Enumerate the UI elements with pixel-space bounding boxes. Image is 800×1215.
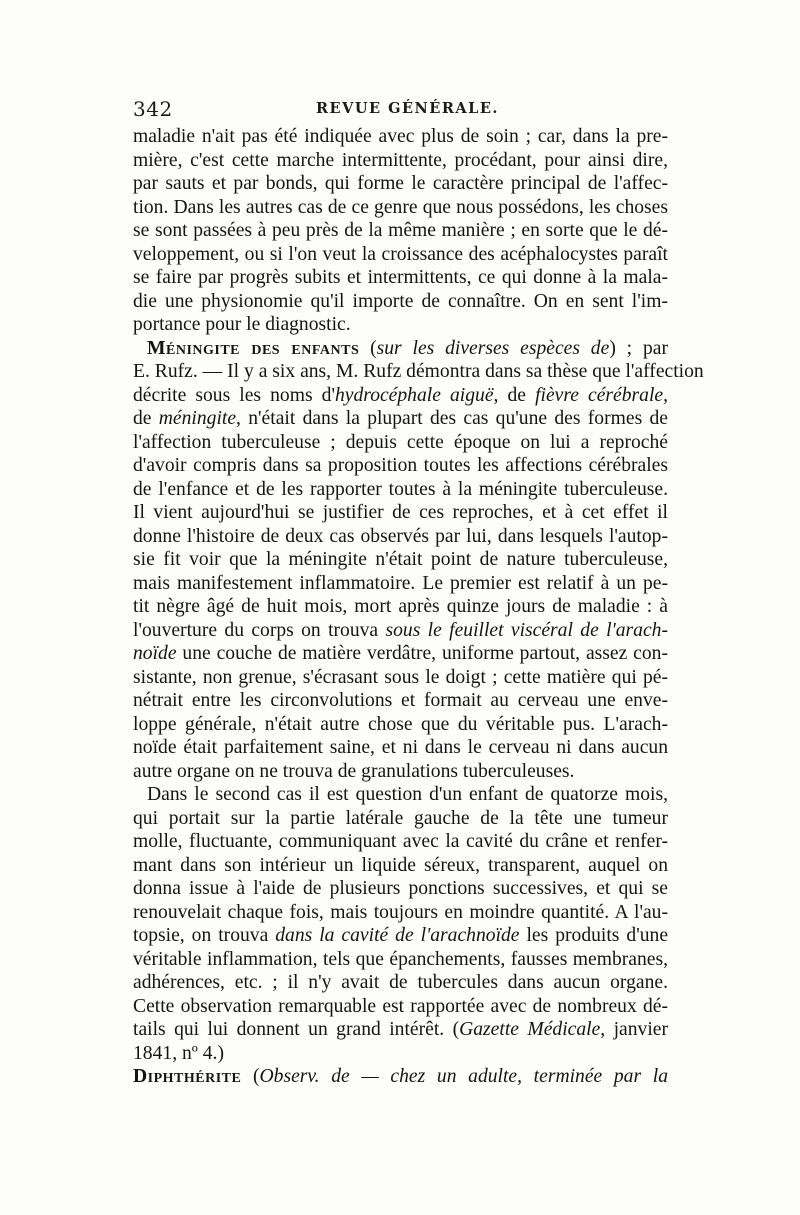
- text-line: [133, 384, 668, 408]
- text-line: tion. Dans les autres cas de ce genre que nous possédons, les choses: [133, 196, 668, 218]
- italic-span: Observ. de — chez un adulte, terminée par la: [259, 1066, 668, 1087]
- text-line: die une physionomie qu'il importe de connaître. On en sent l'im-: [133, 290, 668, 312]
- section-heading: Méningite des enfants: [147, 337, 360, 359]
- text-line: [133, 619, 668, 643]
- text-line: se sont passées à peu près de la même manière ; en sorte que le dé-: [133, 220, 668, 241]
- body-text: [133, 125, 704, 1089]
- text-line: Cette observation remarquable est rapportée avec de nombreux dé-: [133, 995, 668, 1017]
- text-line: [133, 1018, 668, 1042]
- text-line: mière, c'est cette marche intermittente, procédant, pour ainsi dire,: [133, 149, 668, 171]
- text-span: (: [359, 337, 377, 359]
- text-span: , janvier: [600, 1019, 668, 1040]
- text-line: 1841, nº 4.): [133, 1042, 224, 1064]
- text-line: E. Rufz. — Il y a six ans, M. Rufz démontra dans sa thèse que l'affection: [133, 361, 704, 382]
- text-line: nétrait entre les circonvolutions et formait au cerveau une enve-: [133, 690, 668, 711]
- text-line: autre organe on ne trouva de granulations tuberculeuses.: [133, 760, 575, 782]
- page-number: 342: [133, 97, 173, 121]
- text-line: se faire par progrès subits et intermittents, ce qui donne à la mala-: [133, 267, 668, 288]
- text-line: donna issue à l'aide de plusieurs ponctions successives, et qui se: [133, 878, 668, 899]
- text-line: [133, 642, 668, 666]
- text-line: veloppement, ou si l'on veut la croissance des acéphalocystes paraît: [133, 243, 668, 265]
- text-line: Il vient aujourd'hui se justifier de ces reproches, et à cet effet il: [133, 502, 668, 523]
- text-line: tit nègre âgé de huit mois, mort après quinze jours de maladie : à: [133, 596, 668, 617]
- text-line: par sauts et par bonds, qui forme le caractère principal de l'affec-: [133, 173, 668, 194]
- text-span: une couche de matière verdâtre, uniforme partout, assez con-: [176, 643, 668, 664]
- text-line: donne l'histoire de deux cas observés par lui, dans lesquels l'autop-: [133, 525, 668, 547]
- text-span: ) ; par: [609, 337, 668, 359]
- italic-span: noïde: [133, 643, 177, 664]
- text-span: décrite sous les noms d': [133, 384, 335, 406]
- text-line: noïde était parfaitement saine, et ni dans le cerveau ni dans aucun: [133, 737, 668, 758]
- text-line: renouvelait chaque fois, mais toujours en moindre quantité. A l'au-: [133, 901, 668, 923]
- text-span: (: [241, 1066, 260, 1087]
- text-line: [133, 337, 668, 361]
- text-line: portance pour le diagnostic.: [133, 314, 351, 335]
- text-line: sie fit voir que la méningite n'était point de nature tuberculeuse,: [133, 549, 668, 570]
- running-head: [133, 97, 668, 123]
- text-line: mais manifestement inflammatoire. Le premier est relatif à un pe-: [133, 572, 668, 594]
- text-line: sistante, non grenue, s'écrasant sous le doigt ; cette matière qui pé-: [133, 666, 668, 688]
- italic-span: méningite: [158, 408, 237, 429]
- text-line: véritable inflammation, tels que épanchements, fausses membranes,: [133, 948, 668, 970]
- text-line: [133, 924, 668, 948]
- section-heading: Diphthérite: [133, 1066, 242, 1087]
- italic-span: hydrocéphale aiguë: [335, 384, 494, 406]
- text-line: [133, 1065, 668, 1089]
- italic-span: sur les diverses espèces de: [376, 337, 610, 359]
- text-line: loppe générale, n'était autre chose que du véritable pus. L'arach-: [133, 713, 668, 735]
- italic-span: Gazette Médicale: [459, 1019, 601, 1040]
- text-span: tails qui lui donnent un grand intérêt. (: [133, 1019, 460, 1040]
- italic-span: dans la cavité de l'arachnoïde: [275, 925, 520, 946]
- text-span: les produits d'une: [519, 925, 669, 946]
- italic-span: fièvre cérébrale,: [535, 384, 668, 406]
- text-line: Dans le second cas il est question d'un enfant de quatorze mois,: [147, 784, 668, 805]
- italic-span: sous le feuillet viscéral de l'arach-: [385, 619, 668, 641]
- text-line: [133, 407, 668, 431]
- text-span: l'ouverture du corps on trouva: [133, 619, 386, 641]
- text-line: maladie n'ait pas été indiquée avec plus de soin ; car, dans la pre-: [133, 126, 668, 147]
- text-span: de: [133, 408, 159, 429]
- text-line: l'affection tuberculeuse ; depuis cette époque on lui a reproché: [133, 431, 668, 453]
- running-title: REVUE GÉNÉRALE.: [316, 100, 499, 117]
- text-span: topsie, on trouva: [133, 925, 276, 946]
- text-line: molle, fluctuante, communiquant avec la cavité du crâne et renfer-: [133, 831, 668, 852]
- text-span: , de: [493, 384, 536, 406]
- text-line: qui portait sur la partie latérale gauche de la tête une tumeur: [133, 807, 668, 829]
- text-line: de l'enfance et de les rapporter toutes à la méningite tuberculeuse.: [133, 478, 668, 500]
- text-line: adhérences, etc. ; il n'y avait de tubercules dans aucun organe.: [133, 972, 668, 993]
- text-line: d'avoir compris dans sa proposition toutes les affections cérébrales: [133, 455, 668, 476]
- text-span: , n'était dans la plupart des cas qu'une des formes de: [236, 408, 668, 429]
- text-line: mant dans son intérieur un liquide séreux, transparent, auquel on: [133, 854, 668, 876]
